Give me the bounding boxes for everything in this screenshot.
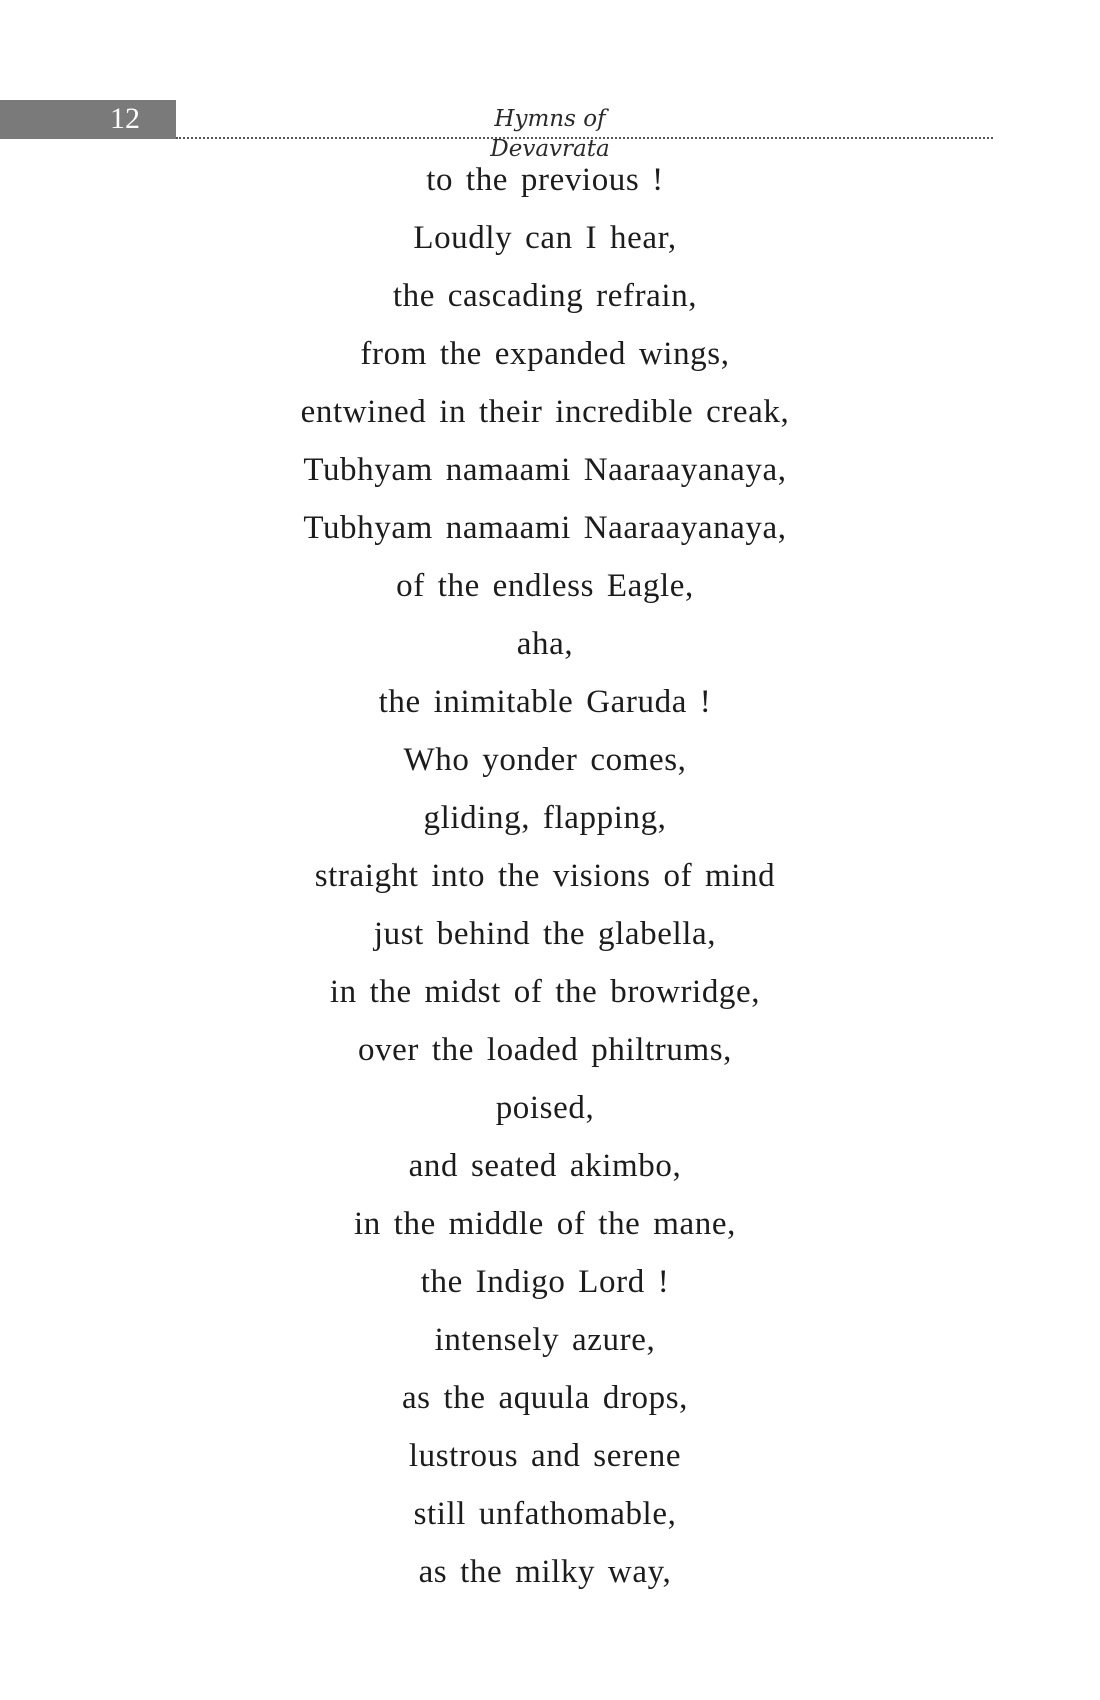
header-dotted-rule xyxy=(176,137,993,139)
poem-line: just behind the glabella, xyxy=(373,916,717,952)
poem-line: in the middle of the mane, xyxy=(353,1206,736,1242)
poem-line: as the milky way, xyxy=(418,1554,672,1590)
poem-line: aha, xyxy=(516,626,574,662)
poem-line: from the expanded wings, xyxy=(360,336,730,372)
poem-line: poised, xyxy=(495,1090,595,1126)
poem-line: intensely azure, xyxy=(434,1322,656,1358)
poem-line: of the endless Eagle, xyxy=(396,568,694,604)
poem-line: entwined in their incredible creak, xyxy=(300,394,790,430)
page-number: 12 xyxy=(110,102,140,135)
page-number-tab xyxy=(0,100,176,139)
poem-line: as the aquula drops, xyxy=(401,1380,689,1416)
poem-line: the Indigo Lord ! xyxy=(420,1264,670,1300)
poem-line: gliding, flapping, xyxy=(423,800,667,836)
poem-line: Tubhyam namaami Naaraayanaya, xyxy=(303,510,787,546)
poem-line: the cascading refrain, xyxy=(392,278,698,314)
poem-line: lustrous and serene xyxy=(408,1438,682,1474)
poem-line: Tubhyam namaami Naaraayanaya, xyxy=(303,452,787,488)
poem-line: to the previous ! xyxy=(426,162,664,198)
page-header xyxy=(0,100,993,162)
poem-line: over the loaded philtrums, xyxy=(357,1032,733,1068)
poem-line: the inimitable Garuda ! xyxy=(378,684,712,720)
poem-line: Who yonder comes, xyxy=(403,742,687,778)
running-title: Hymns of Devavrata xyxy=(490,106,610,162)
poem-line: in the midst of the browridge, xyxy=(329,974,761,1010)
poem-line: straight into the visions of mind xyxy=(314,858,776,894)
poem-line: and seated akimbo, xyxy=(408,1148,682,1184)
poem-body xyxy=(150,151,940,1601)
poem-line: still unfathomable, xyxy=(413,1496,677,1532)
poem-line: Loudly can I hear, xyxy=(413,220,677,256)
